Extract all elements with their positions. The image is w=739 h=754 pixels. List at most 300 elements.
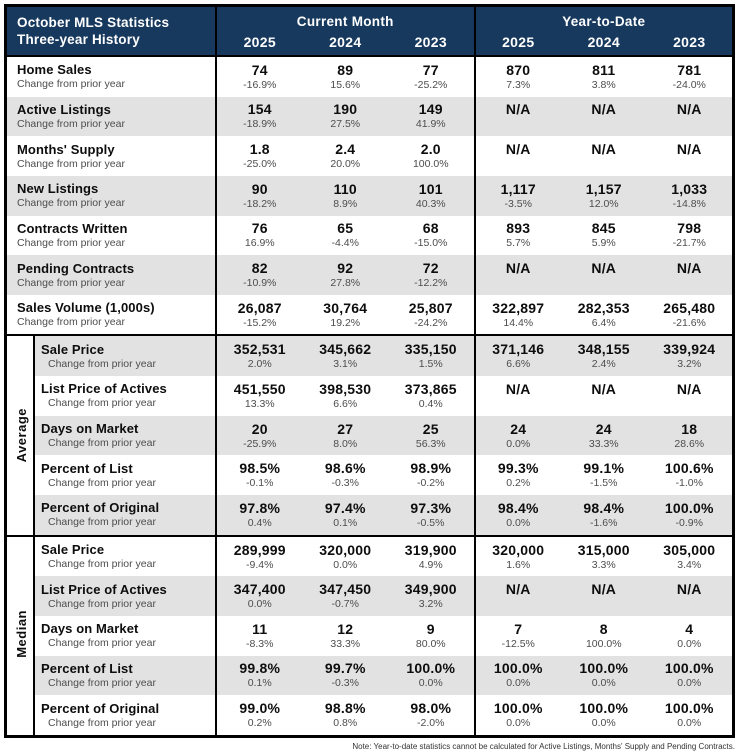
stat-change: -4.4% — [331, 237, 359, 250]
value-cell — [388, 495, 474, 535]
current-month-cells — [215, 695, 474, 735]
current-month-cells — [215, 295, 474, 335]
value-cell — [217, 656, 303, 696]
value-cell — [476, 455, 562, 495]
value-cell — [561, 97, 647, 137]
value-cell — [303, 455, 389, 495]
stat-value: 11 — [252, 620, 268, 637]
stat-value: 98.8% — [324, 700, 366, 717]
stat-change: 33.3% — [588, 437, 619, 450]
stat-value: 7 — [514, 620, 523, 637]
row-label-cell — [7, 136, 215, 176]
stat-change: -21.7% — [672, 237, 706, 250]
row-label-cell — [7, 57, 215, 97]
value-cell — [476, 216, 562, 256]
value-cell — [647, 455, 733, 495]
stat-value: 98.4% — [583, 499, 625, 516]
stat-value: 320,000 — [319, 541, 372, 558]
year-column-header: 2024 — [329, 34, 362, 50]
stat-change: -12.5% — [501, 637, 535, 650]
value-cell — [561, 255, 647, 295]
value-cell — [476, 656, 562, 696]
row-label-cell — [7, 576, 215, 616]
row-label-cell — [7, 336, 215, 376]
stat-change: 0.4% — [418, 397, 443, 410]
value-cell — [388, 176, 474, 216]
year-to-date-cells — [474, 656, 733, 696]
stat-change: -1.0% — [675, 477, 703, 490]
stat-value: 190 — [333, 101, 358, 118]
stat-value: 1,157 — [585, 180, 622, 197]
stat-value: 305,000 — [663, 541, 716, 558]
stat-change: 0.0% — [677, 637, 702, 650]
value-cell — [217, 336, 303, 376]
stat-value: 99.0% — [239, 700, 281, 717]
stat-value: 110 — [333, 180, 357, 197]
stat-change: 5.7% — [506, 237, 531, 250]
stat-value: 781 — [677, 61, 702, 78]
stat-change: 7.3% — [506, 78, 531, 91]
change-from-prior-year-label: Change from prior year — [48, 676, 156, 689]
stat-value: 347,400 — [233, 581, 286, 598]
value-cell — [217, 537, 303, 577]
stat-value: 289,999 — [233, 541, 286, 558]
value-cell — [561, 695, 647, 735]
section-label-strip — [7, 495, 35, 535]
stat-value: 25,807 — [408, 299, 453, 316]
stat-change: 16.9% — [244, 237, 275, 250]
value-cell — [388, 416, 474, 456]
year-column-header: 2023 — [673, 34, 706, 50]
value-cell — [388, 616, 474, 656]
year-to-date-cells — [474, 455, 733, 495]
stat-change: -16.9% — [243, 78, 277, 91]
value-cell — [561, 656, 647, 696]
value-cell — [476, 376, 562, 416]
value-cell — [388, 576, 474, 616]
stat-change: -0.5% — [417, 516, 445, 529]
row-label-cell — [7, 537, 215, 577]
stat-change: 0.0% — [506, 516, 531, 529]
value-cell — [303, 376, 389, 416]
value-cell — [388, 255, 474, 295]
current-month-cells — [215, 255, 474, 295]
row-label-cell — [7, 376, 215, 416]
value-cell — [561, 57, 647, 97]
stat-value: 20 — [251, 420, 268, 437]
current-month-cells — [215, 576, 474, 616]
table-row — [7, 57, 732, 97]
value-cell — [217, 255, 303, 295]
value-cell — [303, 255, 389, 295]
value-cell — [217, 495, 303, 535]
stat-change: 33.3% — [330, 637, 361, 650]
stat-value: 100.0% — [579, 660, 629, 677]
stat-value: N/A — [505, 260, 531, 277]
stat-change: 80.0% — [415, 637, 446, 650]
value-cell — [561, 576, 647, 616]
stat-change: 3.3% — [591, 558, 616, 571]
stat-change: 40.3% — [415, 197, 446, 210]
table-row — [7, 216, 732, 256]
stat-value: 349,900 — [404, 581, 457, 598]
stat-value: 322,897 — [492, 299, 545, 316]
value-cell — [217, 576, 303, 616]
value-cell — [303, 537, 389, 577]
value-cell — [561, 495, 647, 535]
table-row — [7, 656, 732, 696]
stat-value: 98.4% — [497, 499, 539, 516]
stat-change: 6.6% — [506, 358, 531, 371]
table-header — [7, 7, 732, 57]
year-column-header: 2025 — [502, 34, 535, 50]
metric-label: Percent of List — [41, 660, 133, 676]
stat-change: -14.8% — [672, 197, 706, 210]
table-row — [7, 295, 732, 335]
current-month-cells — [215, 495, 474, 535]
table-row — [7, 695, 732, 735]
stat-change: 0.0% — [247, 598, 272, 611]
header-section-current-month — [215, 7, 474, 55]
table-row — [7, 535, 732, 577]
stat-value: 98.5% — [239, 460, 281, 477]
stat-change: -24.0% — [672, 78, 706, 91]
metric-label: Home Sales — [17, 62, 92, 78]
stat-value: 30,764 — [323, 299, 368, 316]
stat-value: N/A — [505, 581, 531, 598]
value-cell — [303, 656, 389, 696]
metric-label: Contracts Written — [17, 220, 128, 236]
value-cell — [647, 416, 733, 456]
median-section-label: Median — [13, 610, 29, 658]
year-to-date-cells — [474, 97, 733, 137]
value-cell — [476, 336, 562, 376]
value-cell — [217, 376, 303, 416]
stat-value: 98.6% — [324, 460, 366, 477]
section-label-strip — [7, 376, 35, 416]
stat-value: 97.8% — [239, 499, 281, 516]
stat-value: 9 — [426, 620, 435, 637]
value-cell — [303, 295, 389, 335]
metric-label: Active Listings — [17, 101, 111, 117]
stat-change: 0.1% — [247, 677, 272, 690]
stat-value: 4 — [685, 620, 694, 637]
stat-value: 2.4 — [335, 141, 356, 158]
stat-change: -9.4% — [246, 558, 274, 571]
value-cell — [476, 176, 562, 216]
stat-change: -25.2% — [414, 78, 448, 91]
stat-value: 335,150 — [404, 341, 457, 358]
stat-change: -8.3% — [246, 637, 274, 650]
table-title-line1: October MLS Statistics — [17, 15, 170, 30]
value-cell — [647, 376, 733, 416]
current-month-cells — [215, 57, 474, 97]
stat-value: N/A — [676, 380, 702, 397]
value-cell — [476, 295, 562, 335]
stat-value: 398,530 — [319, 380, 372, 397]
section-title-year-to-date: Year-to-Date — [562, 14, 646, 29]
stat-value: 101 — [418, 180, 443, 197]
current-month-cells — [215, 376, 474, 416]
stat-change: -25.9% — [243, 437, 277, 450]
stat-change: -21.6% — [672, 316, 706, 329]
stat-change: 4.9% — [418, 558, 443, 571]
stat-value: 76 — [251, 220, 268, 237]
value-cell — [303, 616, 389, 656]
change-from-prior-year-label: Change from prior year — [17, 236, 125, 249]
stat-value: 92 — [337, 260, 354, 277]
table-title — [7, 7, 215, 55]
stat-value: 798 — [677, 220, 702, 237]
stat-change: 19.2% — [330, 316, 361, 329]
stat-change: -0.3% — [331, 477, 359, 490]
stat-value: 25 — [422, 420, 439, 437]
stat-value: 24 — [510, 420, 527, 437]
value-cell — [561, 176, 647, 216]
table-row — [7, 576, 732, 616]
stat-value: 27 — [337, 420, 354, 437]
stat-value: 870 — [506, 61, 531, 78]
value-cell — [647, 255, 733, 295]
current-month-cells — [215, 455, 474, 495]
stat-value: 99.8% — [239, 660, 281, 677]
stat-value: 100.0% — [406, 660, 456, 677]
value-cell — [647, 97, 733, 137]
stat-change: -0.1% — [246, 477, 274, 490]
metric-label: Percent of Original — [41, 700, 160, 716]
stat-value: 98.9% — [410, 460, 452, 477]
stat-change: 0.0% — [591, 677, 616, 690]
stat-value: 100.0% — [493, 660, 543, 677]
current-month-cells — [215, 656, 474, 696]
average-section-label: Average — [13, 407, 29, 463]
value-cell — [217, 695, 303, 735]
value-cell — [388, 295, 474, 335]
row-label-cell — [7, 255, 215, 295]
table-row — [7, 255, 732, 295]
change-from-prior-year-label: Change from prior year — [48, 516, 156, 529]
section-label-strip — [7, 537, 35, 577]
stat-value: 345,662 — [319, 341, 372, 358]
value-cell — [217, 57, 303, 97]
value-cell — [217, 416, 303, 456]
stat-value: 100.6% — [664, 460, 714, 477]
stat-value: 315,000 — [577, 541, 630, 558]
section-label-strip — [7, 416, 35, 456]
stat-change: 20.0% — [330, 158, 361, 171]
stat-change: 14.4% — [503, 316, 534, 329]
value-cell — [647, 576, 733, 616]
value-cell — [561, 537, 647, 577]
stat-change: -15.0% — [414, 237, 448, 250]
stat-value: N/A — [676, 581, 702, 598]
year-to-date-cells — [474, 495, 733, 535]
value-cell — [476, 495, 562, 535]
metric-label: New Listings — [17, 181, 99, 197]
stat-change: -12.2% — [414, 277, 448, 290]
value-cell — [217, 176, 303, 216]
stat-change: 1.6% — [506, 558, 531, 571]
metric-label: Sale Price — [41, 341, 105, 357]
change-from-prior-year-label: Change from prior year — [17, 78, 125, 91]
year-to-date-cells — [474, 376, 733, 416]
stat-value: 373,865 — [404, 380, 457, 397]
table-row — [7, 416, 732, 456]
change-from-prior-year-label: Change from prior year — [48, 558, 156, 570]
value-cell — [647, 216, 733, 256]
section-label-strip — [7, 656, 35, 696]
stat-value: 100.0% — [579, 700, 629, 717]
stat-value: 89 — [337, 61, 354, 78]
stat-change: -1.6% — [590, 516, 618, 529]
metric-label: List Price of Actives — [41, 581, 167, 597]
value-cell — [476, 695, 562, 735]
stat-value: N/A — [505, 380, 531, 397]
section-label-strip — [7, 576, 35, 616]
value-cell — [303, 416, 389, 456]
stat-change: 15.6% — [330, 78, 361, 91]
stat-value: 98.0% — [410, 700, 452, 717]
stat-value: N/A — [591, 380, 617, 397]
row-label-cell — [7, 97, 215, 137]
stat-value: 99.7% — [324, 660, 366, 677]
change-from-prior-year-label: Change from prior year — [48, 437, 156, 450]
table-row — [7, 616, 732, 656]
stat-change: 3.2% — [418, 598, 443, 611]
change-from-prior-year-label: Change from prior year — [17, 197, 125, 210]
table-title-line2: Three-year History — [17, 32, 140, 47]
row-label-cell — [7, 416, 215, 456]
stat-change: 2.4% — [591, 358, 616, 371]
stat-change: -0.2% — [417, 477, 445, 490]
year-column-header: 2024 — [587, 34, 620, 50]
value-cell — [561, 216, 647, 256]
stat-change: -25.0% — [243, 158, 277, 171]
section-label-strip — [7, 695, 35, 735]
metric-label: Months' Supply — [17, 141, 115, 157]
stat-change: 0.1% — [333, 516, 358, 529]
value-cell — [647, 295, 733, 335]
value-cell — [388, 136, 474, 176]
section-label-strip — [7, 336, 35, 376]
stat-change: 100.0% — [585, 637, 622, 650]
value-cell — [647, 695, 733, 735]
stat-value: N/A — [505, 101, 531, 118]
stat-change: 0.0% — [418, 677, 443, 690]
stat-change: -18.9% — [243, 118, 277, 131]
stat-change: 0.0% — [677, 717, 702, 730]
current-month-cells — [215, 336, 474, 376]
value-cell — [476, 57, 562, 97]
stat-value: 24 — [595, 420, 612, 437]
stat-value: 26,087 — [237, 299, 282, 316]
stat-value: 451,550 — [233, 380, 286, 397]
stat-change: -0.7% — [331, 598, 359, 611]
year-to-date-cells — [474, 576, 733, 616]
change-from-prior-year-label: Change from prior year — [48, 357, 156, 370]
value-cell — [561, 416, 647, 456]
header-section-year-to-date — [474, 7, 733, 55]
stat-value: 352,531 — [233, 341, 286, 358]
stat-value: 282,353 — [577, 299, 630, 316]
stat-change: 3.2% — [677, 358, 702, 371]
metric-label: Pending Contracts — [17, 260, 135, 276]
value-cell — [388, 455, 474, 495]
stat-change: 8.9% — [333, 197, 358, 210]
value-cell — [217, 216, 303, 256]
stat-value: N/A — [591, 260, 617, 277]
stat-value: 97.4% — [324, 499, 366, 516]
stat-change: 0.0% — [506, 437, 531, 450]
change-from-prior-year-label: Change from prior year — [48, 716, 156, 729]
value-cell — [388, 57, 474, 97]
year-to-date-cells — [474, 176, 733, 216]
value-cell — [561, 376, 647, 416]
value-cell — [647, 176, 733, 216]
row-label-cell — [7, 656, 215, 696]
value-cell — [561, 616, 647, 656]
section-title-current-month: Current Month — [296, 14, 394, 29]
year-to-date-cells — [474, 537, 733, 577]
change-from-prior-year-label: Change from prior year — [48, 397, 156, 410]
stat-change: 0.4% — [247, 516, 272, 529]
value-cell — [388, 695, 474, 735]
value-cell — [647, 336, 733, 376]
current-month-cells — [215, 216, 474, 256]
table-row — [7, 334, 732, 376]
footnote: Note: Year-to-date statistics cannot be calculated for Active Listings, Months' Supply and Pending Contracts. — [352, 742, 735, 751]
stat-change: -0.9% — [675, 516, 703, 529]
value-cell — [303, 57, 389, 97]
stat-value: 347,450 — [319, 581, 372, 598]
metric-label: Days on Market — [41, 421, 139, 437]
stat-change: -2.0% — [417, 717, 445, 730]
stat-value: 12 — [337, 620, 354, 637]
stat-change: -18.2% — [243, 197, 277, 210]
stat-change: 0.2% — [506, 477, 531, 490]
value-cell — [476, 97, 562, 137]
stat-change: 0.0% — [506, 717, 531, 730]
value-cell — [303, 336, 389, 376]
stat-value: N/A — [676, 141, 702, 158]
change-from-prior-year-label: Change from prior year — [48, 597, 156, 610]
stat-change: 3.8% — [591, 78, 616, 91]
stat-value: 65 — [337, 220, 354, 237]
value-cell — [647, 616, 733, 656]
stat-value: 100.0% — [493, 700, 543, 717]
stat-value: 1,033 — [671, 180, 708, 197]
row-label-cell — [7, 695, 215, 735]
table-row — [7, 136, 732, 176]
value-cell — [476, 576, 562, 616]
metric-label: List Price of Actives — [41, 381, 167, 397]
stat-value: N/A — [505, 141, 531, 158]
stat-value: 2.0 — [420, 141, 441, 158]
current-month-cells — [215, 416, 474, 456]
stat-change: -24.2% — [414, 316, 448, 329]
stat-change: 0.8% — [333, 717, 358, 730]
stat-value: 893 — [506, 220, 531, 237]
stat-value: 149 — [418, 101, 443, 118]
stat-change: 8.0% — [333, 437, 358, 450]
stat-value: 339,924 — [663, 341, 716, 358]
stat-value: 99.1% — [583, 460, 625, 477]
stat-value: 348,155 — [577, 341, 630, 358]
stat-value: 68 — [422, 220, 439, 237]
stat-change: -10.9% — [243, 277, 277, 290]
current-month-cells — [215, 136, 474, 176]
value-cell — [647, 136, 733, 176]
